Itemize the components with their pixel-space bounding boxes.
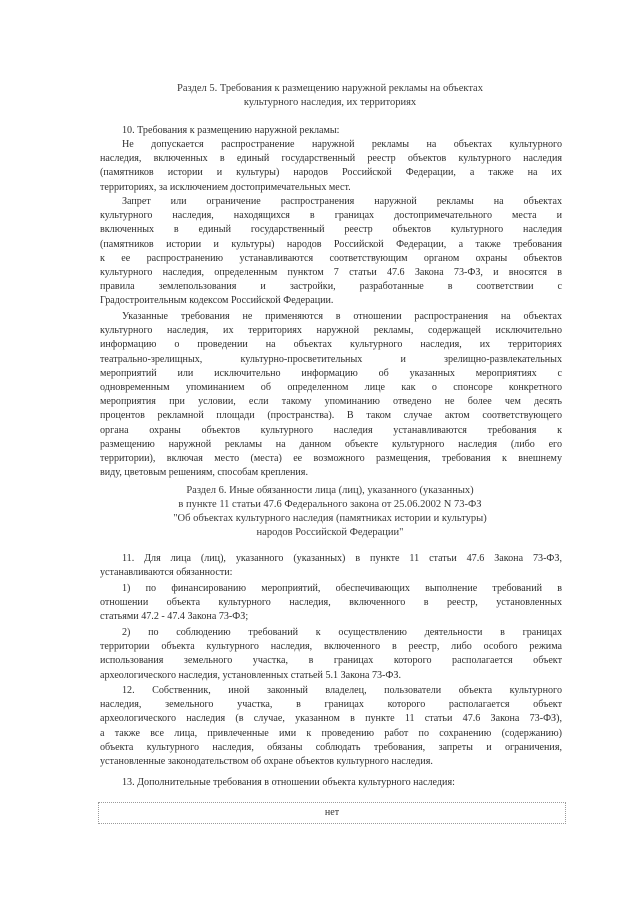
paragraph-line: 2) по соблюдению требований к осуществлению деятельности в границах: [122, 627, 562, 638]
item-13-heading: [100, 776, 562, 790]
paragraph-line: мероприятия при условии, если такому упоминанию отведено не более чем десять: [100, 396, 562, 408]
paragraph-line: территории объекта культурного наследия, включенного в реестр, либо особого режима: [100, 641, 562, 653]
item-13-heading-text: 13. Дополнительные требования в отношении объекта культурного наследия:: [122, 777, 455, 788]
paragraph-line: территории), включая место (места) ее возможного размещения, требования к внешнему: [100, 452, 562, 464]
section-5-title-line: Раздел 5. Требования к размещению наружной рекламы на объектах: [177, 83, 483, 94]
paragraph-line: статьями 47.2 - 47.4 Закона 73-ФЗ;: [100, 611, 249, 623]
paragraph-line: устанавливаются обязанности:: [100, 567, 233, 579]
section-6-title-line: в пункте 11 статьи 47.6 Федерального закона от 25.06.2002 N 73-ФЗ: [178, 499, 482, 510]
paragraph-line: процентов рекламной площади (пространства). В таком случае актом соответствующего: [100, 410, 562, 422]
paragraph-line: органа охраны объектов культурного наследия устанавливаются требования к: [100, 424, 562, 436]
item-10-paragraph-3: [100, 310, 562, 480]
item-11-intro: [100, 552, 562, 580]
paragraph-line: 12. Собственник, иной законный владелец, пользователи объекта культурного: [122, 685, 562, 696]
paragraph-line: наследия, земельного участка, в границах которого располагается объект: [100, 699, 562, 711]
paragraph-line: Запрет или ограничение распространения наружной рекламы на объектах: [122, 196, 562, 207]
paragraph-line: отношении объекта культурного наследия, включенного в реестр, установленных: [100, 597, 562, 609]
paragraph-line: культурного наследия, их территориях наружной рекламы, содержащей исключительно: [100, 325, 562, 337]
paragraph-line: к ее распространению устанавливаются соответствующим органом охраны объектов: [100, 252, 562, 264]
paragraph-line: археологического наследия (в случае, указанном в пункте 11 статьи 47.6 Закона 73-ФЗ),: [100, 713, 562, 725]
paragraph-line: информацию о проведении на объектах культурного наследия, их территориях: [100, 339, 562, 351]
paragraph-line: археологического наследия, установленных статьей 5.1 Закона 73-ФЗ.: [100, 669, 401, 681]
paragraph-line: культурного наследия, определенным пунктом 7 статьи 47.6 Закона 73-ФЗ, и вносятся в: [100, 266, 562, 278]
paragraph-line: 11. Для лица (лиц), указанного (указанных) в пункте 11 статьи 47.6 Закона 73-ФЗ,: [122, 553, 562, 564]
paragraph-line: наследия, включенных в единый государственный реестр объектов культурного наследия: [100, 153, 562, 165]
item-10-heading: [100, 124, 562, 138]
section-6-title-line: народов Российской Федерации": [256, 527, 404, 538]
item-10-heading-text: 10. Требования к размещению наружной рекламы:: [122, 125, 340, 136]
item-10-paragraph-1: [100, 138, 562, 195]
item-11-subitem-1: [100, 582, 562, 625]
paragraph-line: (памятников истории и культуры) народов Российской Федерации, а также требования: [100, 238, 562, 250]
paragraph-line: виду, цветовым решениям, способам крепления.: [100, 467, 308, 479]
paragraph-line: Градостроительным кодексом Российской Федерации.: [100, 295, 334, 307]
paragraph-line: (памятников истории и культуры) народов Российской Федерации, а также на их: [100, 167, 562, 179]
paragraph-line: 1) по финансированию мероприятий, обеспечивающих выполнение требований в: [122, 583, 562, 594]
item-13-value-box: [98, 802, 566, 824]
paragraph-line: территориях, за исключением достопримечательных мест.: [100, 181, 351, 193]
paragraph-line: мероприятий или исключительно информацию об указанных мероприятиях с: [100, 367, 562, 379]
paragraph-line: объекта культурного наследия, обязаны соблюдать требования, запреты и ограничения,: [100, 741, 562, 753]
paragraph-line: а также все лица, привлеченные ими к проведению работ по сохранению (содержанию): [100, 727, 562, 739]
paragraph-line: Не допускается распространение наружной рекламы на объектах культурного: [122, 139, 562, 150]
paragraph-line: театрально-зрелищных, культурно-просветительных и зрелищно-развлекательных: [100, 353, 562, 365]
item-12-paragraph: [100, 684, 562, 769]
paragraph-line: одновременным упоминанием об определенном лице как о спонсоре конкретного: [100, 381, 562, 393]
paragraph-line: установленные законодательством об охране объектов культурного наследия.: [100, 755, 433, 767]
paragraph-line: культурного наследия, находящихся в границах достопримечательного места и: [100, 210, 562, 222]
item-13-value: нет: [324, 807, 340, 818]
section-5-title-line: культурного наследия, их территориях: [243, 97, 417, 108]
section-5-title: [100, 82, 560, 110]
paragraph-line: правила землепользования и застройки, разработанные в соответствии с: [100, 281, 562, 293]
paragraph-line: использования земельного участка, в границах которого располагается объект: [100, 655, 562, 667]
paragraph-line: размещению наружной рекламы на данном объекте культурного наследия (либо его: [100, 438, 562, 450]
item-10-paragraph-2: [100, 195, 562, 309]
section-6-title: [100, 484, 560, 540]
paragraph-line: включенных в единый государственный реестр объектов культурного наследия: [100, 224, 562, 236]
item-11-subitem-2: [100, 626, 562, 683]
section-6-title-line: "Об объектах культурного наследия (памятниках истории и культуры): [173, 513, 487, 524]
paragraph-line: Указанные требования не применяются в отношении распространения на объектах: [122, 311, 562, 322]
section-6-title-line: Раздел 6. Иные обязанности лица (лиц), указанного (указанных): [186, 485, 474, 496]
